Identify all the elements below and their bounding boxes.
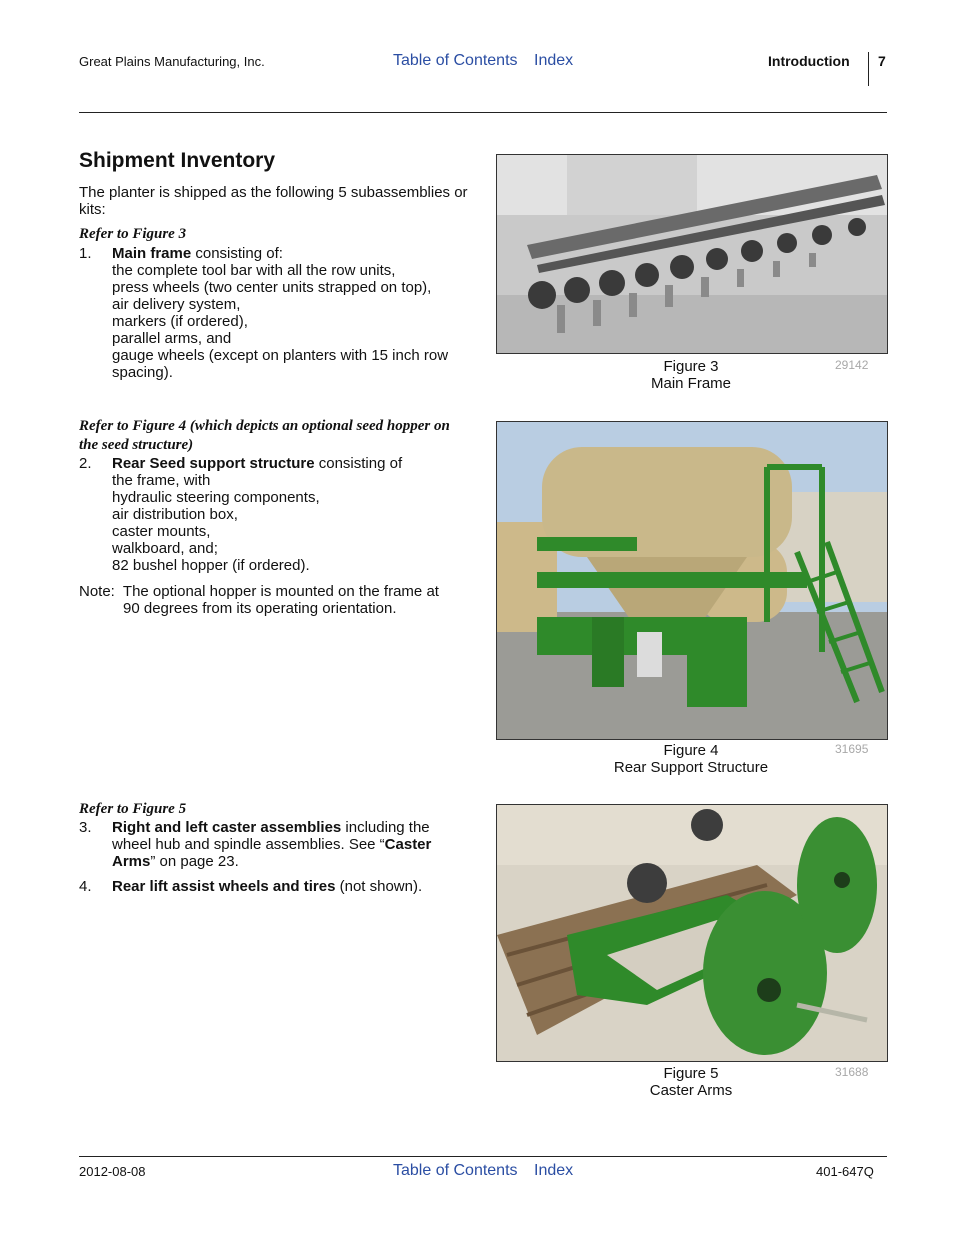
caster-arms-xref[interactable]: Arms [112, 853, 151, 870]
item-number: 2. [79, 455, 92, 472]
figure-title: Caster Arms [649, 1082, 733, 1099]
figure-title: Rear Support Structure [613, 759, 769, 776]
item-title: Rear lift assist wheels and tires [112, 878, 336, 895]
refer-figure-4 [79, 417, 479, 455]
figure-4-number: 31695 [835, 742, 869, 756]
figure-3-image [496, 154, 888, 354]
figure-5-image [496, 804, 888, 1062]
figure-5-number: 31688 [835, 1065, 869, 1079]
footer-toc-link[interactable]: Table of Contents [393, 1162, 518, 1179]
item-text: including the [341, 819, 430, 836]
figure-label: Figure 4 [663, 742, 719, 759]
item-number: 3. [79, 819, 92, 836]
item-line: air delivery system, [112, 296, 241, 313]
figure-3-caption [496, 358, 886, 392]
item-number: 4. [79, 878, 92, 895]
header-toc-link[interactable]: Table of Contents [393, 52, 518, 69]
rear-seed-support-item [112, 455, 402, 574]
item-title-rest: consisting of [314, 455, 403, 472]
section-name: Introduction [768, 53, 850, 69]
footer-index-link[interactable]: Index [534, 1162, 574, 1179]
item-text: wheel hub and spindle assemblies. See “ [112, 836, 385, 853]
item-line: parallel arms, and [112, 330, 232, 347]
figure-5-caption [496, 1065, 886, 1099]
figure-3-number: 29142 [835, 358, 869, 372]
refer-figure-3: Refer to Figure 3 [79, 226, 187, 242]
header-rule [79, 112, 887, 113]
item-number: 1. [79, 245, 92, 262]
refer-line: Refer to Figure 4 (which depicts an optional seed hopper on [79, 418, 450, 434]
figure-4-image [496, 421, 888, 740]
intro-text: The planter is shipped as the following 5 subassemblies or kits: [79, 184, 468, 218]
caster-arms-xref[interactable]: Caster [384, 836, 432, 853]
item-title-rest: consisting of: [191, 245, 283, 262]
hopper-note [79, 583, 479, 617]
figure-label: Figure 5 [663, 1065, 719, 1082]
caster-assemblies-item [112, 819, 477, 870]
refer-figure-5: Refer to Figure 5 [79, 801, 187, 817]
item-line: gauge wheels (except on planters with 15 inch row [112, 347, 449, 364]
caster-arms-illustration [497, 805, 887, 1061]
main-frame-item [112, 245, 448, 381]
item-title: Right and left caster assemblies [112, 819, 342, 836]
footer-date: 2012-08-08 [79, 1164, 146, 1179]
item-line: hydraulic steering components, [112, 489, 320, 506]
section-title: Shipment Inventory [79, 149, 276, 172]
rear-support-illustration [497, 422, 887, 739]
item-line: the complete tool bar with all the row units, [112, 262, 396, 279]
figure-4-caption [496, 742, 886, 776]
item-line: markers (if ordered), [112, 313, 248, 330]
doc-number: 401-647Q [816, 1164, 874, 1179]
header-index-link[interactable]: Index [534, 52, 574, 69]
item-line: 82 bushel hopper (if ordered). [112, 557, 310, 574]
page-number: 7 [878, 53, 886, 69]
item-line: the frame, with [112, 472, 211, 489]
company-name: Great Plains Manufacturing, Inc. [79, 54, 265, 69]
lift-assist-item [112, 878, 422, 895]
note-line: Note: The optional hopper is mounted on the frame at [79, 583, 439, 600]
item-line: walkboard, and; [112, 540, 218, 557]
item-line: air distribution box, [112, 506, 238, 523]
item-title: Rear Seed support structure [112, 455, 315, 472]
item-text: ” on page 23. [150, 853, 239, 870]
item-line: caster mounts, [112, 523, 211, 540]
item-text: (not shown). [335, 878, 423, 895]
item-line: press wheels (two center units strapped on top), [112, 279, 432, 296]
main-frame-illustration [497, 155, 887, 353]
item-line: spacing). [112, 364, 173, 381]
footer-rule [79, 1156, 887, 1157]
refer-line: the seed structure) [79, 437, 194, 453]
figure-title: Main Frame [650, 375, 732, 392]
figure-label: Figure 3 [663, 358, 719, 375]
note-line: 90 degrees from its operating orientation. [123, 600, 397, 617]
item-title: Main frame [112, 245, 192, 262]
header-divider [868, 52, 869, 86]
